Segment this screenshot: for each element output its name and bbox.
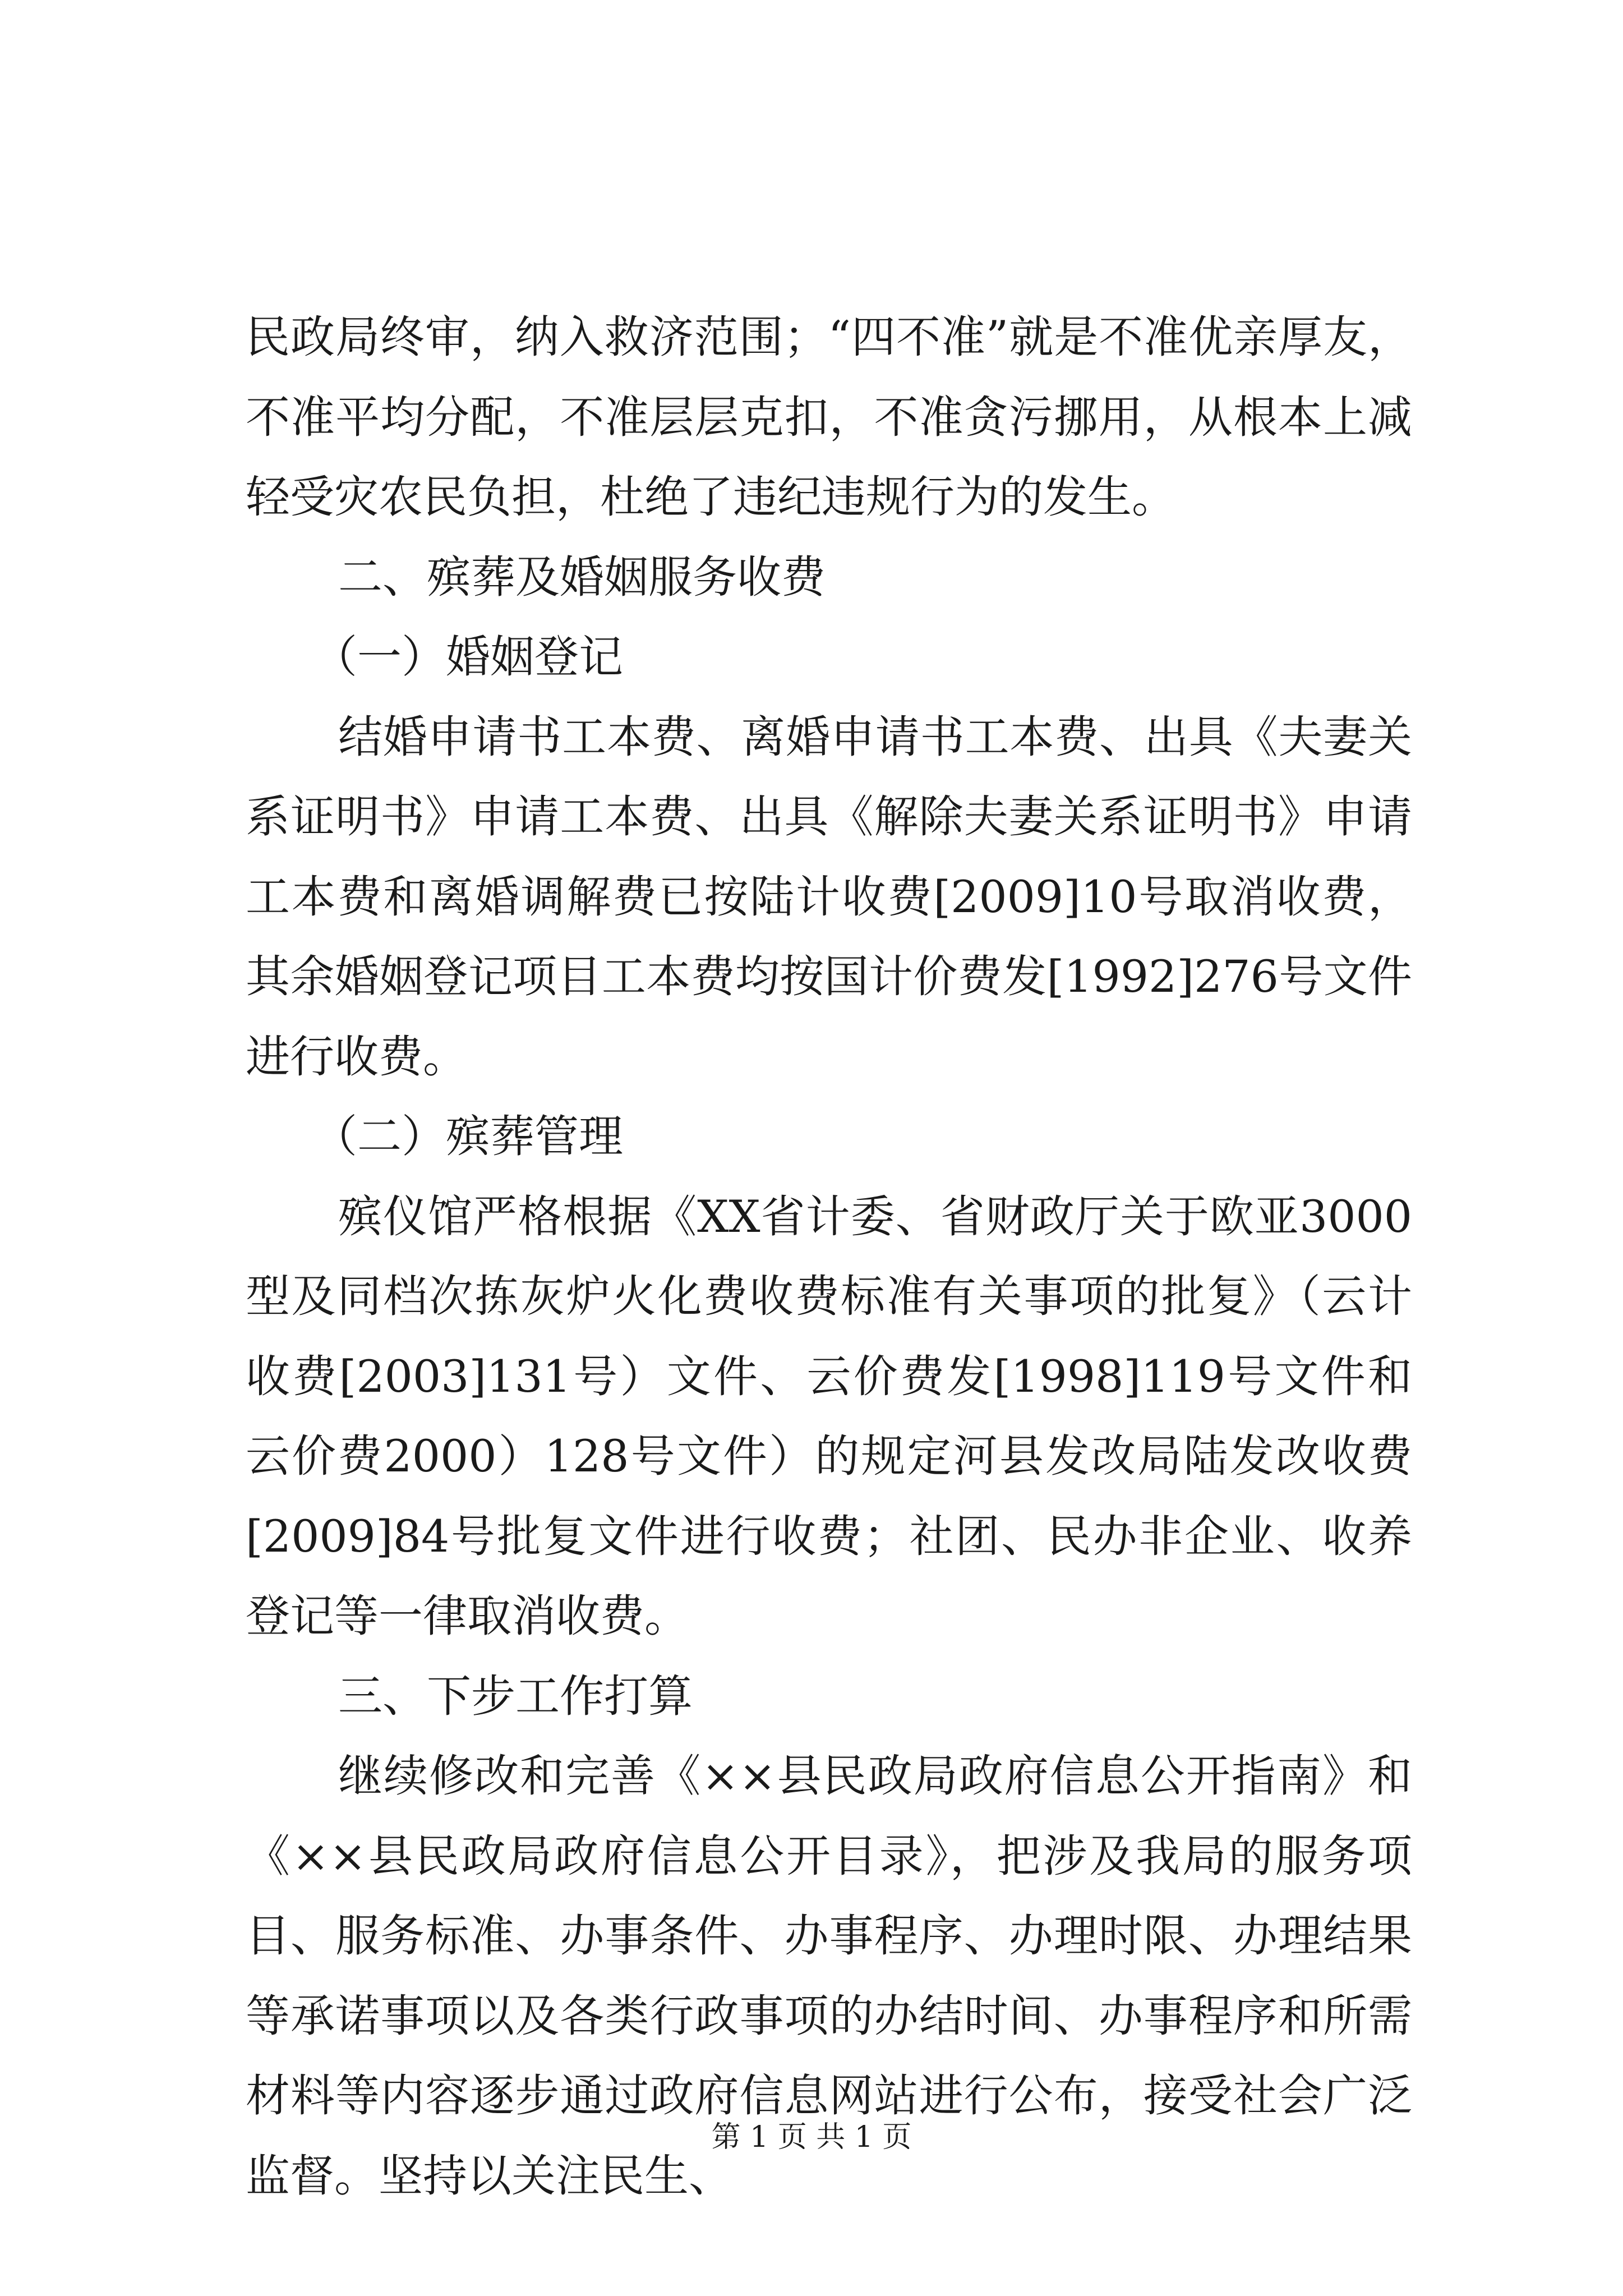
section-heading-funeral-marriage-fees: 二、殡葬及婚姻服务收费 (338, 551, 826, 603)
subheading-funeral-management: （二）殡葬管理 (313, 1111, 623, 1162)
page-footer: 第 1 页 共 1 页 (711, 2120, 912, 2154)
document-body (246, 297, 1412, 2216)
paragraph-continued: 民政局终审，纳入救济范围；“四不准”就是不准优亲厚友，不准平均分配，不准层层克扣，不准贪污挪用，从根本上减轻受灾农民负担，杜绝了违纪违规行为的发生。 (246, 311, 1412, 523)
paragraph-marriage-fees: 结婚申请书工本费、离婚申请书工本费、出具《夫妻关系证明书》申请工本费、出具《解除夫妻关系证明书》申请工本费和离婚调解费已按陆计收费[2009]10号取消收费，其余婚姻登记项目工本费均按国计价费发[1992]276号文件进行收费。 (246, 711, 1412, 1083)
paragraph-funeral-fees: 殡仪馆严格根据《XX省计委、省财政厅关于欧亚3000型及同档次拣灰炉火化费收费标准有关事项的批复》（云计收费[2003]131号）文件、云价费发[1998]119号文件和云价费2000）128号文件）的规定河县发改局陆发改收费[2009]84号批复文件进行收费；社团、民办非企业、收养登记等一律取消收费。 (246, 1190, 1412, 1642)
section-heading-next-steps: 三、下步工作打算 (338, 1670, 693, 1722)
subheading-marriage-registration: （一）婚姻登记 (313, 631, 623, 683)
paragraph-next-steps: 继续修改和完善《××县民政局政府信息公开指南》和《××县民政局政府信息公开目录》，把涉及我局的服务项目、服务标准、办事条件、办事程序、办理时限、办理结果等承诺事项以及各类行政事项的办结时间、办事程序和所需材料等内容逐步通过政府信息网站进行公布，接受社会广泛监督。坚持以关注民生、 (246, 1750, 1412, 2202)
